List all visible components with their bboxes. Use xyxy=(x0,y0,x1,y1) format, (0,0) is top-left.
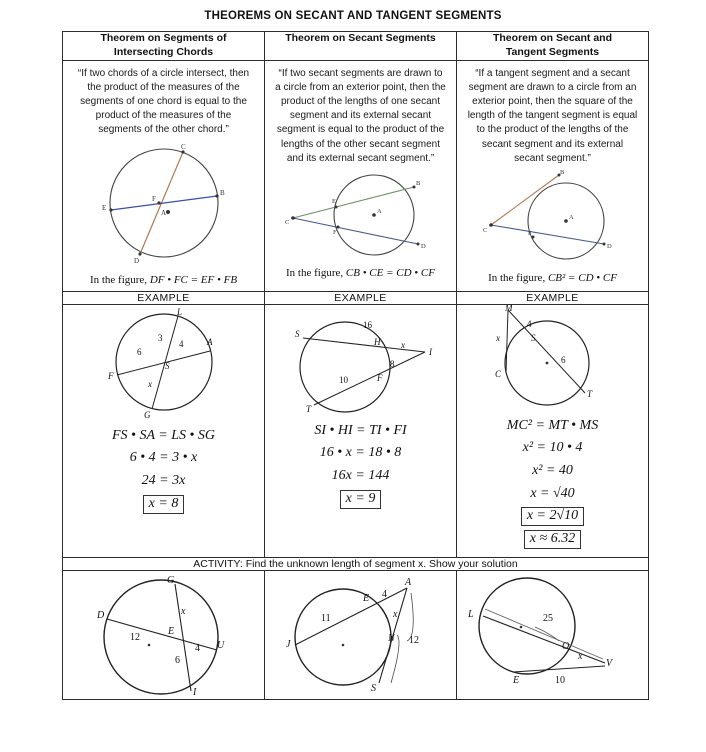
svg-text:I: I xyxy=(193,686,197,698)
theorem-statement-2: “If two secant segments are drawn to a circle from an exterior point, then the product of the lengths of one secant segment and its external secant segment is equal to the product of the lengths of the other secant segment and its external secant segment.” xyxy=(275,67,446,164)
svg-text:S: S xyxy=(164,360,169,371)
caption-math: CB² = CD • CF xyxy=(547,272,617,285)
svg-text:I: I xyxy=(429,346,432,357)
svg-text:G: G xyxy=(167,574,175,586)
svg-text:C: C xyxy=(495,368,502,379)
svg-text:G: G xyxy=(143,409,150,420)
svg-text:12: 12 xyxy=(408,634,419,646)
svg-text:S: S xyxy=(370,682,376,694)
activity-figure-3-wrap xyxy=(457,571,648,699)
caption-math: CB • CE = CD • CF xyxy=(345,267,435,280)
svg-text:E: E xyxy=(512,674,519,686)
header-line-2: Intersecting Chords xyxy=(113,45,214,58)
svg-text:S: S xyxy=(295,328,300,339)
header-line-1: Theorem on Secant and xyxy=(492,32,613,44)
column-header-2 xyxy=(265,32,457,61)
activity-cell-2 xyxy=(265,570,457,699)
svg-text:A: A xyxy=(404,576,411,588)
header-line-1: Theorem on Segments of xyxy=(100,32,227,44)
svg-text:10: 10 xyxy=(554,674,565,686)
page-title: THEOREMS ON SECANT AND TANGENT SEGMENTS xyxy=(204,10,502,22)
svg-text:U: U xyxy=(217,639,225,651)
svg-text:D: D xyxy=(606,243,612,251)
svg-text:J: J xyxy=(285,638,290,650)
svg-text:4: 4 xyxy=(195,642,200,654)
solution-line: 16x = 144 xyxy=(331,468,390,484)
svg-text:8: 8 xyxy=(390,358,395,369)
svg-text:B: B xyxy=(219,188,225,197)
theorem-cell-2 xyxy=(265,60,457,291)
theorems-table xyxy=(62,31,649,700)
svg-text:16: 16 xyxy=(363,319,372,330)
table-header-row xyxy=(63,32,649,61)
example-header-row xyxy=(63,291,649,304)
example-cell-1 xyxy=(63,304,265,557)
theorem-statement-3: “If a tangent segment and a secant segment are drawn to a circle from an exterior point, then the square of the length of the tangent segment is equal to the product of the lengths of the secant segment and its external secant segment.” xyxy=(467,67,638,164)
example-2-answer: x = 9 xyxy=(340,490,382,509)
svg-text:6: 6 xyxy=(561,354,566,365)
theorem-cell-3 xyxy=(457,60,649,291)
svg-text:A: A xyxy=(568,214,574,222)
svg-text:x: x xyxy=(401,339,405,350)
svg-text:H: H xyxy=(374,336,381,347)
svg-text:O: O xyxy=(561,640,569,652)
svg-text:D: D xyxy=(97,609,105,621)
solution-line: x² = 10 • 4 xyxy=(522,440,583,456)
solution-line: MC² = MT • MS xyxy=(506,417,599,433)
svg-text:S: S xyxy=(531,332,536,343)
svg-text:A: A xyxy=(160,208,166,217)
figure-caption-2 xyxy=(265,263,456,284)
example-2-solution xyxy=(265,415,456,517)
svg-text:x: x xyxy=(496,332,500,343)
example-3-solution xyxy=(457,410,648,557)
svg-text:12: 12 xyxy=(130,631,140,643)
svg-text:L: L xyxy=(467,608,474,620)
example-cell-2 xyxy=(265,304,457,557)
activity-3-figure xyxy=(463,571,643,699)
activity-banner-row xyxy=(63,557,649,570)
example-header-1: EXAMPLE xyxy=(63,291,265,304)
column-header-3 xyxy=(457,32,649,61)
svg-text:F: F xyxy=(107,370,113,381)
example-3-figure xyxy=(465,305,640,410)
svg-text:11: 11 xyxy=(320,612,331,624)
solution-line: 24 = 3x xyxy=(141,473,186,489)
svg-text:4: 4 xyxy=(178,338,183,349)
example-figure-1-wrap xyxy=(63,305,264,420)
column-header-1 xyxy=(63,32,265,61)
solution-line: 6 • 4 = 3 • x xyxy=(129,450,198,466)
svg-text:E: E xyxy=(101,203,106,212)
header-line-1: Theorem on Secant Segments xyxy=(285,32,436,44)
solution-line: 16 • x = 18 • 8 xyxy=(319,445,402,461)
svg-text:3: 3 xyxy=(157,332,162,343)
svg-text:F: F xyxy=(527,230,532,238)
svg-text:25: 25 xyxy=(542,612,553,624)
intersecting-chords-figure xyxy=(69,140,259,270)
svg-text:E: E xyxy=(362,592,369,604)
svg-text:x: x xyxy=(147,378,152,389)
caption-prefix: In the figure, xyxy=(89,273,148,286)
example-header-2: EXAMPLE xyxy=(265,291,457,304)
svg-text:A: A xyxy=(376,208,382,216)
example-figure-3-wrap xyxy=(457,305,648,410)
activity-figure-2-wrap xyxy=(265,571,456,699)
example-1-solution xyxy=(63,420,264,522)
theorem-statement-1: “If two chords of a circle intersect, then the product of the measures of the segments of one chord is equal to the product of the measures of the segments of the other chord.” xyxy=(77,67,250,136)
svg-text:M: M xyxy=(505,304,513,313)
svg-text:D: D xyxy=(133,256,139,265)
activity-cell-3 xyxy=(457,570,649,699)
caption-prefix: In the figure, xyxy=(286,267,344,280)
caption-prefix: In the figure, xyxy=(488,272,546,285)
svg-text:N: N xyxy=(387,632,395,644)
svg-text:A: A xyxy=(206,336,212,347)
example-1-figure xyxy=(74,305,254,420)
example-3-answer-decimal: x ≈ 6.32 xyxy=(524,530,581,549)
svg-text:x: x xyxy=(181,605,186,617)
solution-line: FS • SA = LS • SG xyxy=(112,427,215,443)
theorem-cell-1 xyxy=(63,60,265,291)
caption-math: DF • FC = EF • FB xyxy=(149,273,238,286)
example-header-3: EXAMPLE xyxy=(457,291,649,304)
svg-text:B: B xyxy=(415,180,420,188)
svg-text:C: C xyxy=(284,219,289,227)
activity-row xyxy=(63,570,649,699)
svg-text:C: C xyxy=(180,142,186,151)
activity-cell-1 xyxy=(63,570,265,699)
example-row xyxy=(63,304,649,557)
svg-text:E: E xyxy=(331,198,336,206)
svg-text:D: D xyxy=(420,243,426,251)
svg-text:V: V xyxy=(605,657,612,669)
solution-line: SI • HI = TI • FI xyxy=(314,422,407,438)
svg-text:F: F xyxy=(377,372,383,383)
svg-text:T: T xyxy=(587,388,593,399)
svg-text:T: T xyxy=(306,403,312,414)
svg-text:E: E xyxy=(168,625,175,637)
svg-text:10: 10 xyxy=(339,374,348,385)
example-2-figure xyxy=(273,305,448,415)
svg-text:B: B xyxy=(559,169,564,177)
activity-1-figure xyxy=(71,571,256,699)
figure-3-wrap xyxy=(457,168,648,268)
figure-caption-1 xyxy=(63,270,264,291)
svg-text:6: 6 xyxy=(136,346,141,357)
tangent-secant-figure xyxy=(463,168,643,268)
figure-2-wrap xyxy=(265,168,456,263)
svg-text:F: F xyxy=(151,194,156,203)
svg-text:L: L xyxy=(176,306,182,317)
solution-line: x = √40 xyxy=(530,485,575,501)
activity-banner: ACTIVITY: Find the unknown length of segment x. Show your solution xyxy=(63,557,649,570)
figure-1-wrap xyxy=(63,140,264,270)
svg-text:4: 4 xyxy=(527,318,532,329)
svg-text:4: 4 xyxy=(381,588,387,600)
svg-text:C: C xyxy=(482,227,487,235)
svg-text:x: x xyxy=(392,608,397,620)
figure-caption-3 xyxy=(457,268,648,289)
svg-text:F: F xyxy=(332,229,337,237)
solution-line: x² = 40 xyxy=(532,463,573,479)
example-3-answer: x = 2√10 xyxy=(521,507,584,526)
svg-text:x: x xyxy=(577,650,582,662)
svg-text:6: 6 xyxy=(175,654,180,666)
example-1-answer: x = 8 xyxy=(143,495,185,514)
example-cell-3 xyxy=(457,304,649,557)
header-line-2: Tangent Segments xyxy=(505,45,600,58)
activity-2-figure xyxy=(271,571,451,699)
example-figure-2-wrap xyxy=(265,305,456,415)
activity-figure-1-wrap xyxy=(63,571,264,699)
theorem-row xyxy=(63,60,649,291)
two-secants-figure xyxy=(271,168,451,263)
